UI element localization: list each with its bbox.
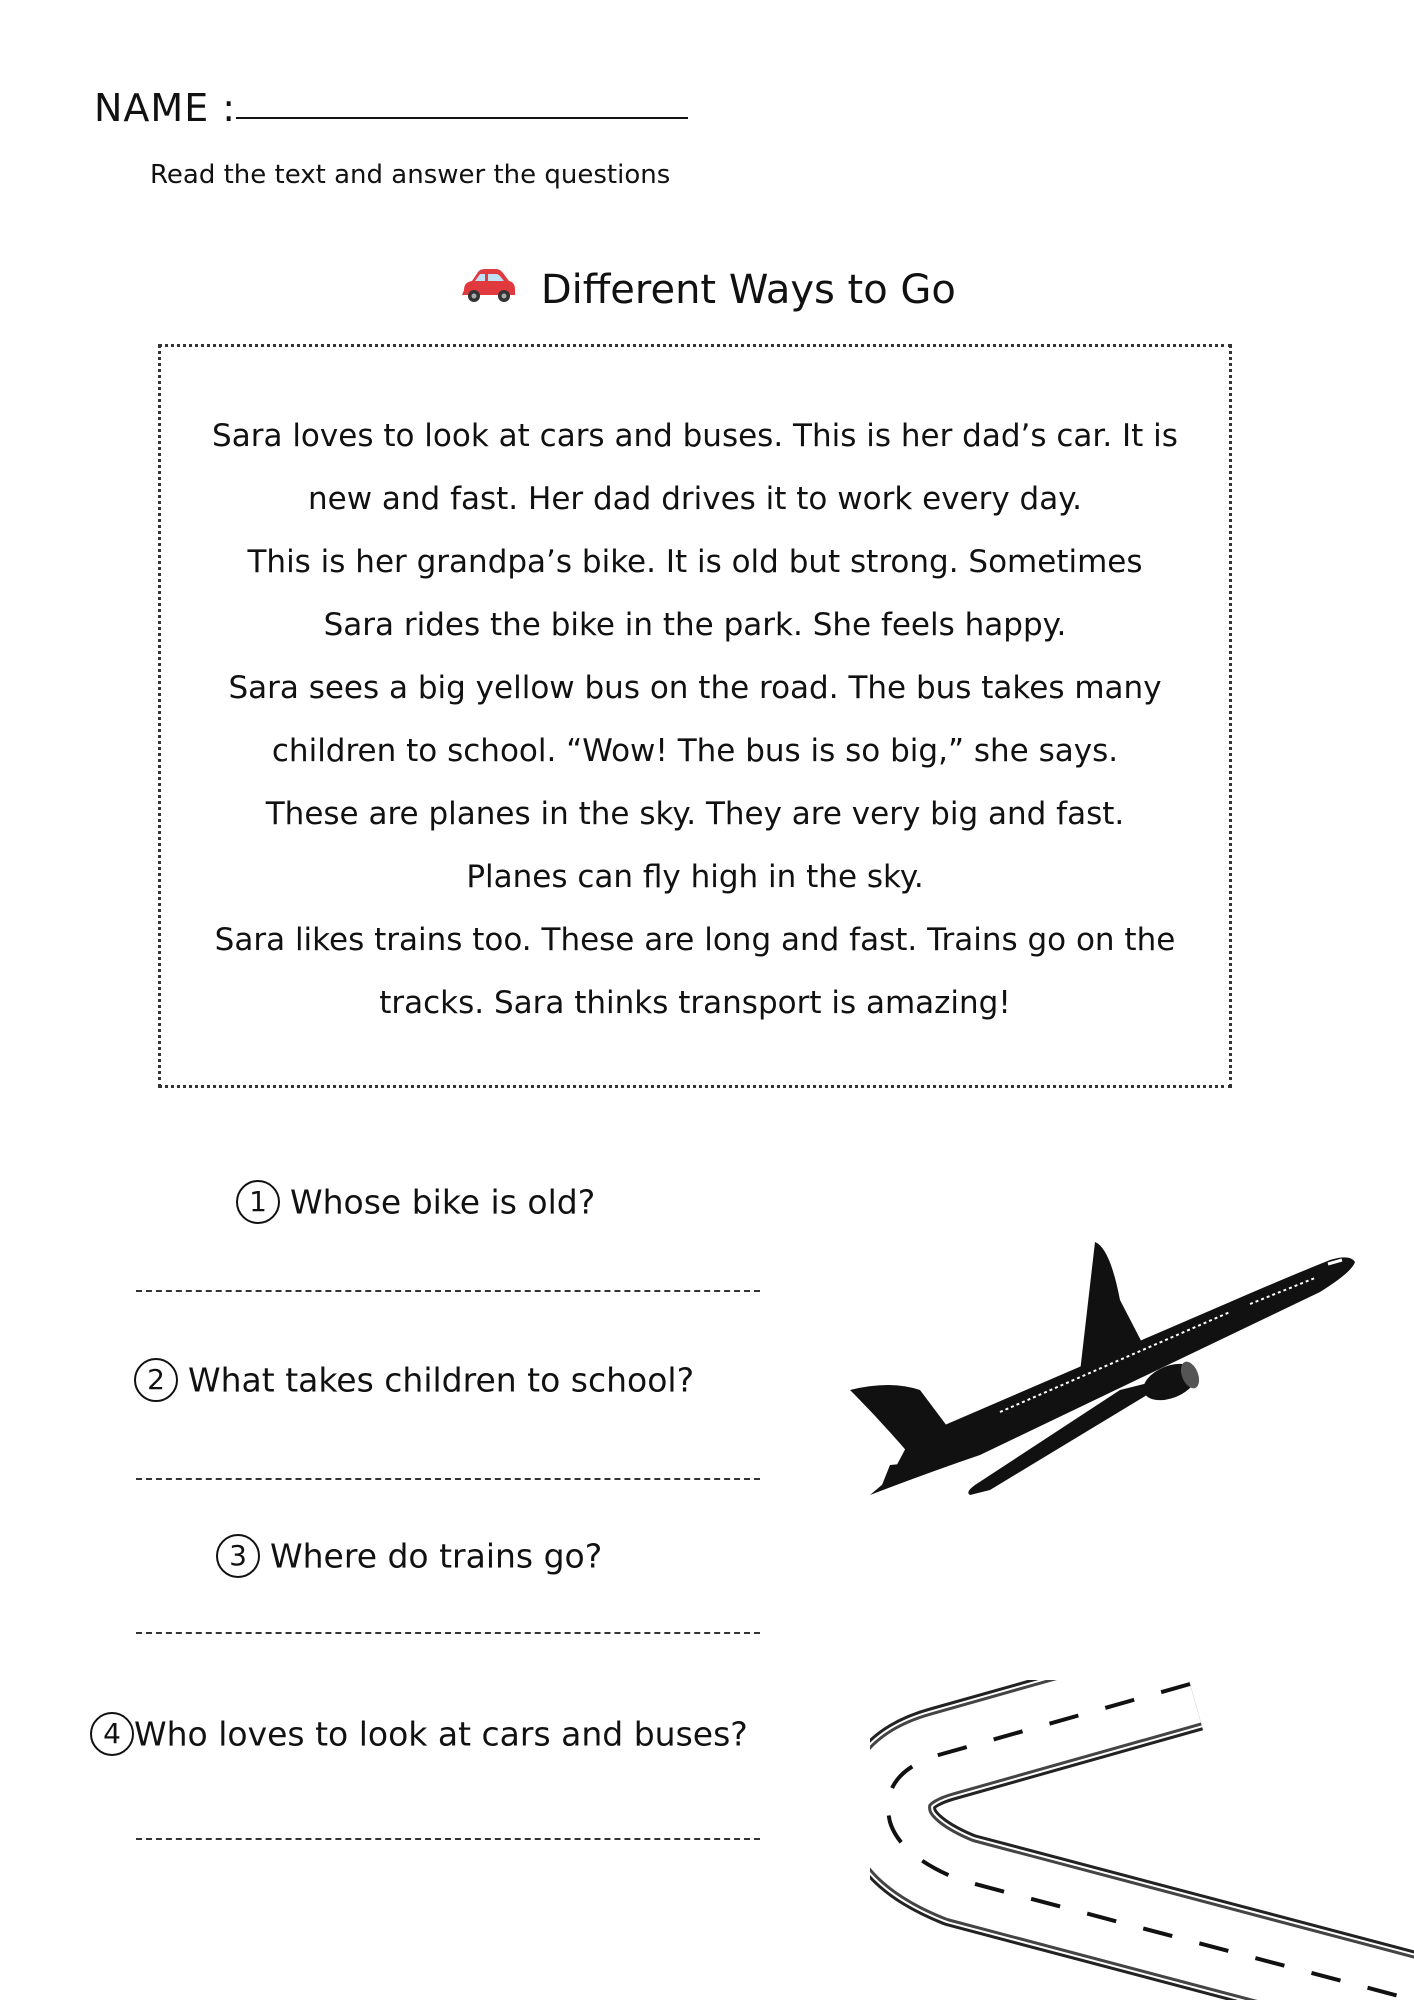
title-text: Different Ways to Go — [540, 267, 956, 313]
instruction-text: Read the text and answer the questions — [150, 160, 671, 190]
question-4 — [90, 1712, 748, 1756]
question-1 — [236, 1180, 595, 1224]
answer-line-2[interactable] — [136, 1478, 760, 1480]
story-box — [158, 344, 1232, 1088]
name-label: NAME : — [94, 86, 237, 130]
story-paragraph: This is her grandpa’s bike. It is old but strong. Sometimes Sara rides the bike in the park. She feels happy. — [247, 544, 1143, 643]
story-paragraph: These are planes in the sky. They are very big and fast. Planes can fly high in the sky. — [265, 796, 1125, 895]
name-answer-line[interactable] — [236, 117, 688, 119]
story-paragraph: Sara likes trains too. These are long and fast. Trains go on the tracks. Sara thinks transport is amazing! — [214, 922, 1176, 1021]
question-2 — [134, 1358, 694, 1402]
story-paragraph: Sara loves to look at cars and buses. This is her dad’s car. It is new and fast. Her dad drives it to work every day. — [212, 418, 1178, 517]
story-paragraph: Sara sees a big yellow bus on the road. The bus takes many children to school. “Wow! The bus is so big,” she says. — [228, 670, 1162, 769]
question-text: Whose bike is old? — [290, 1182, 596, 1222]
question-3 — [216, 1534, 602, 1578]
airplane-icon — [850, 1240, 1360, 1514]
question-text: What takes children to school? — [188, 1360, 695, 1400]
question-text: Where do trains go? — [270, 1536, 603, 1576]
question-number: 2 — [134, 1358, 178, 1402]
worksheet-title — [0, 265, 1414, 314]
question-number: 3 — [216, 1534, 260, 1578]
road-icon — [870, 1680, 1414, 2004]
car-icon — [458, 266, 518, 314]
question-number: 1 — [236, 1180, 280, 1224]
question-number: 4 — [90, 1712, 134, 1756]
answer-line-3[interactable] — [136, 1632, 760, 1634]
answer-line-4[interactable] — [136, 1838, 760, 1840]
answer-line-1[interactable] — [136, 1290, 760, 1292]
question-text: Who loves to look at cars and buses? — [134, 1714, 748, 1754]
